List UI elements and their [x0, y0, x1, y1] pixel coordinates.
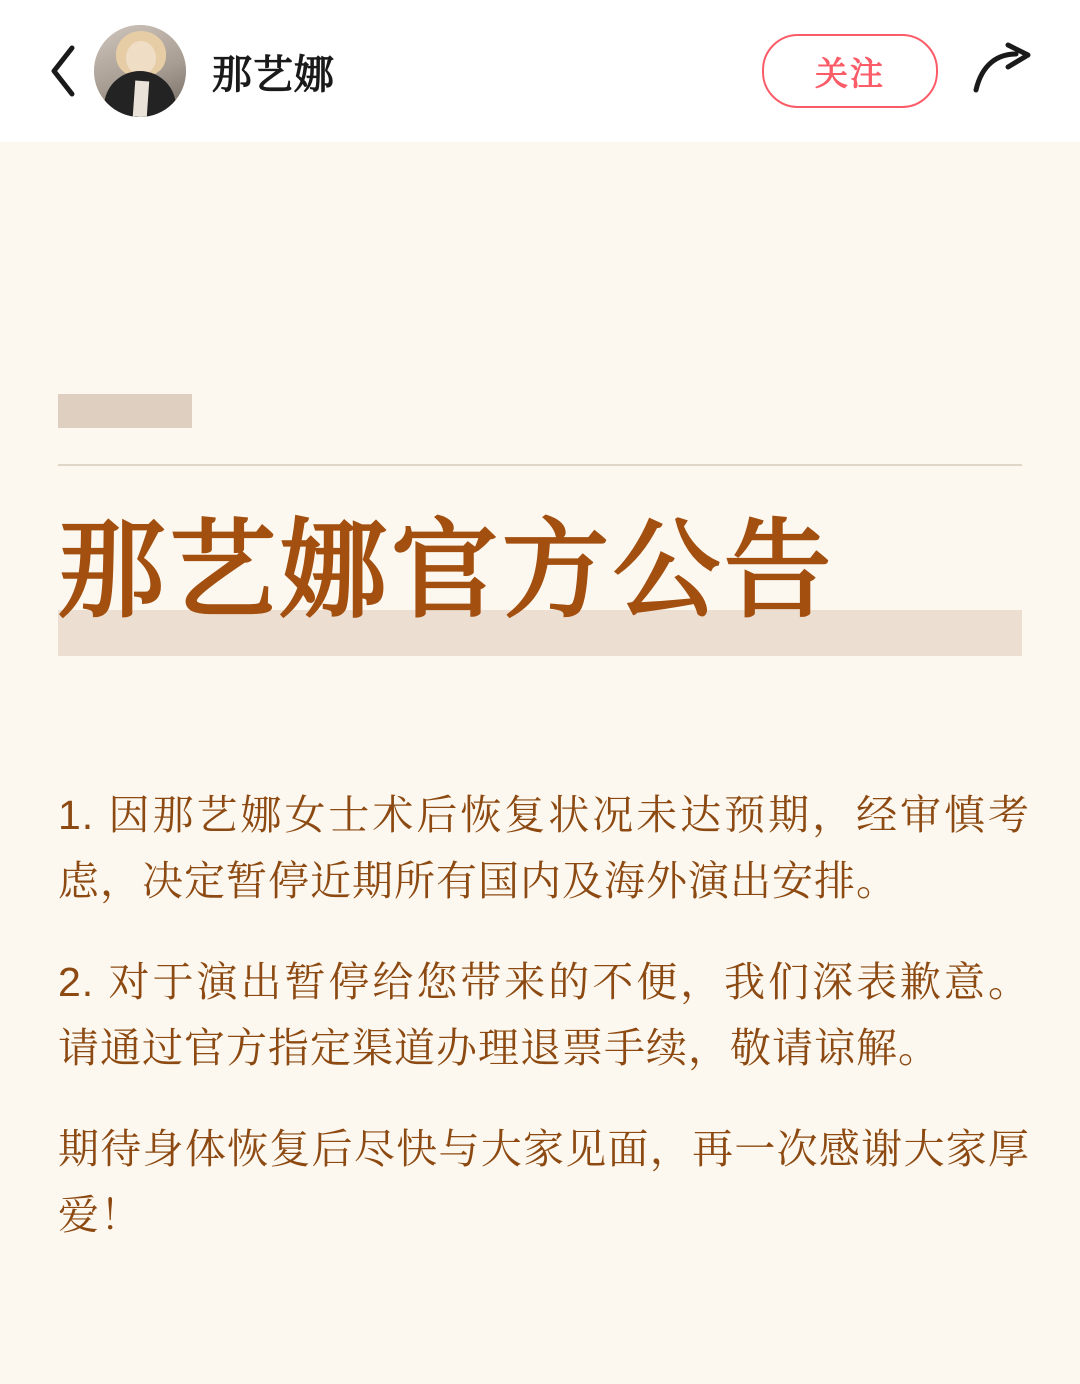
page-title: 那艺娜官方公告 [58, 510, 836, 630]
announcement-paragraph: 2. 对于演出暂停给您带来的不便，我们深表歉意。请通过官方指定渠道办理退票手续，敬请谅解。 [58, 958, 1030, 1072]
avatar-shirt-shape [133, 81, 149, 117]
share-button[interactable] [960, 28, 1046, 114]
avatar[interactable] [94, 25, 186, 117]
share-arrow-icon [972, 42, 1034, 101]
headline-container [58, 504, 1022, 664]
announcement-body [58, 782, 1030, 1248]
account-nickname: 那艺娜 [212, 52, 335, 97]
announcement-paragraph: 期待身体恢复后尽快与大家见面，再一次感谢大家厚爱！ [58, 1125, 1030, 1239]
announcement-poster [0, 142, 1080, 1384]
top-navigation-bar [0, 0, 1080, 142]
decorative-tag-block [58, 394, 192, 428]
divider-line [58, 464, 1022, 466]
follow-button[interactable]: 关注 [762, 34, 938, 108]
announcement-paragraph: 1. 因那艺娜女士术后恢复状况未达预期，经审慎考虑，决定暂停近期所有国内及海外演出安排。 [58, 792, 1030, 905]
back-button[interactable] [40, 41, 86, 101]
avatar-face-shape [126, 41, 156, 75]
chevron-left-icon [47, 44, 79, 98]
